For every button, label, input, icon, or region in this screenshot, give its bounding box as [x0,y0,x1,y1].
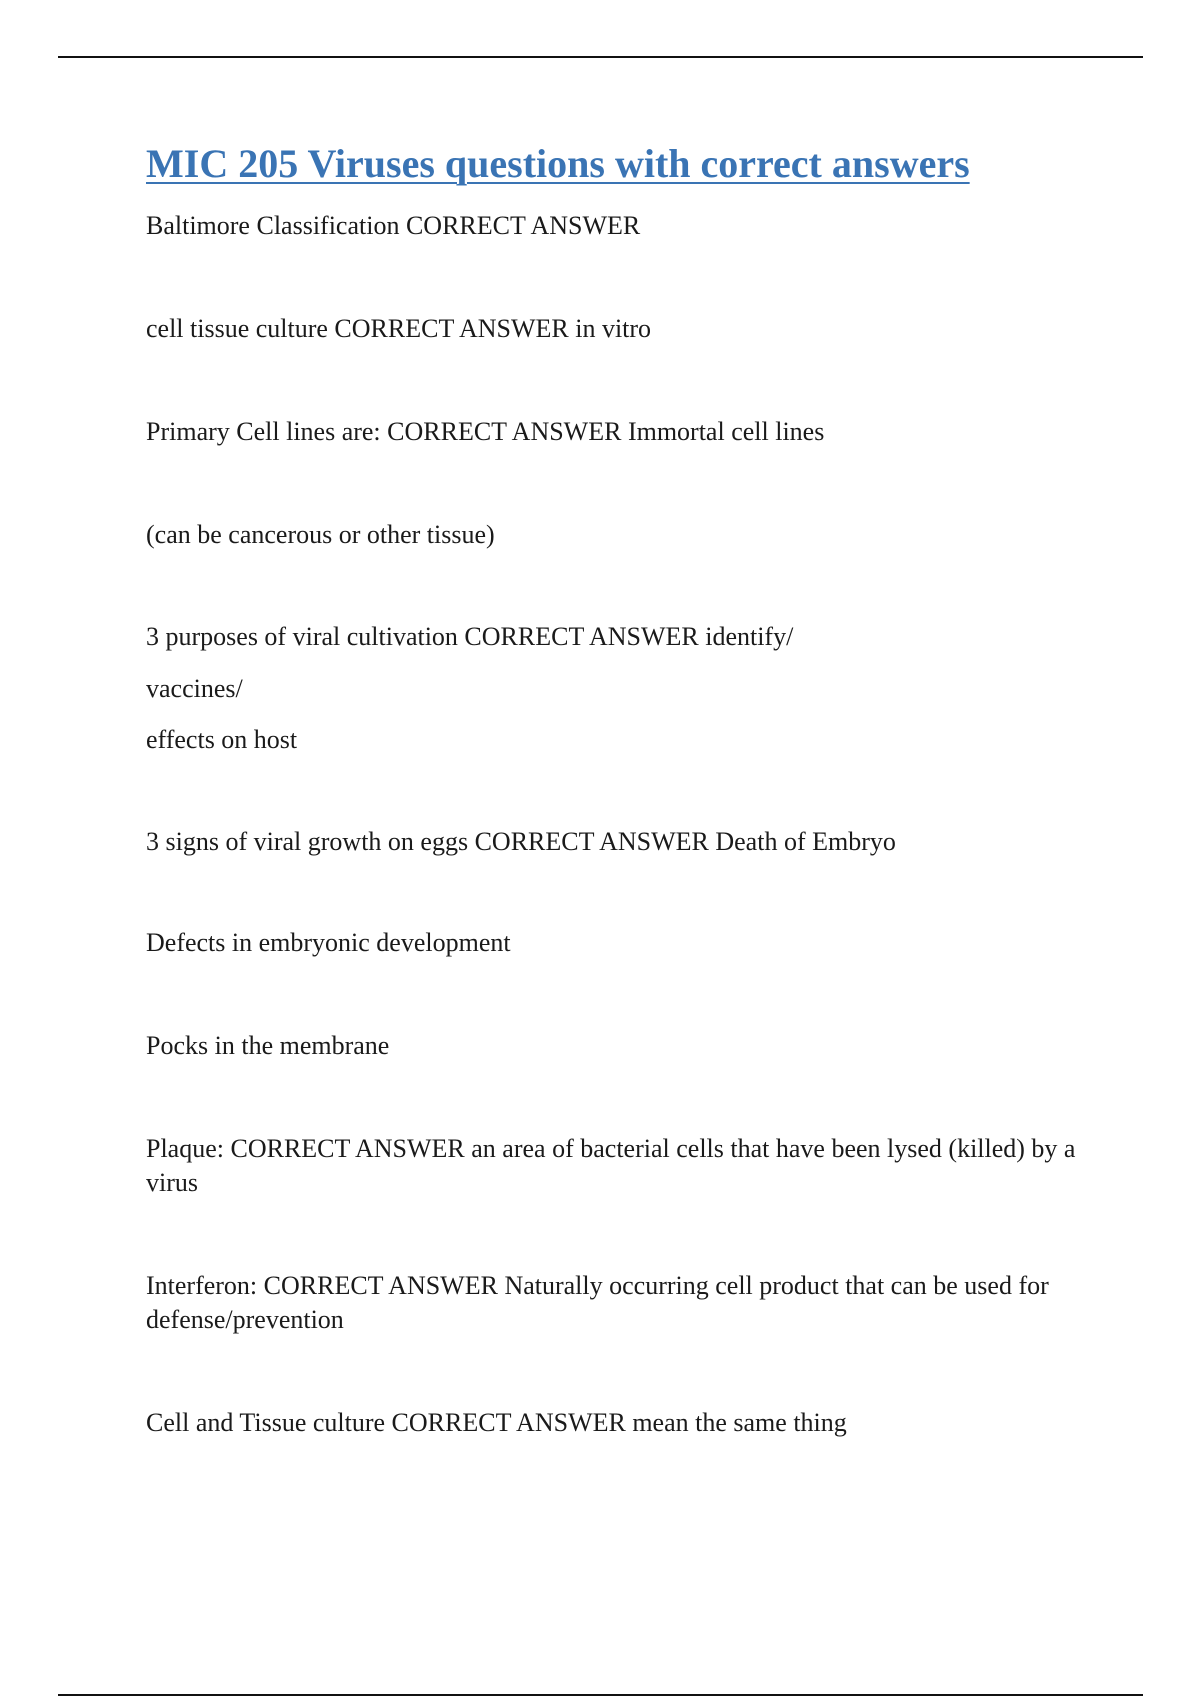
qa-line: Defects in embryonic development [146,928,511,957]
qa-line: Interferon: CORRECT ANSWER Naturally occurring cell product that can be used for defense/prevention [146,1271,1049,1334]
qa-line: Pocks in the membrane [146,1031,390,1060]
qa-line: effects on host [146,725,298,754]
qa-line: 3 purposes of viral cultivation CORRECT ANSWER identify/ [146,622,794,651]
qa-line: Primary Cell lines are: CORRECT ANSWER Immortal cell lines [146,417,825,446]
qa-line: Baltimore Classification CORRECT ANSWER [146,211,641,240]
qa-line: Plaque: CORRECT ANSWER an area of bacterial cells that have been lysed (killed) by a virus [146,1134,1076,1197]
document-title: MIC 205 Viruses questions with correct answers [146,141,970,186]
qa-line: cell tissue culture CORRECT ANSWER in vitro [146,314,652,343]
qa-line: 3 signs of viral growth on eggs CORRECT ANSWER Death of Embryo [146,827,896,856]
footer-rule [58,1694,1143,1696]
qa-line: vaccines/ [146,674,243,703]
header-rule [58,56,1143,58]
qa-line: (can be cancerous or other tissue) [146,520,495,549]
qa-line: Cell and Tissue culture CORRECT ANSWER mean the same thing [146,1408,847,1437]
